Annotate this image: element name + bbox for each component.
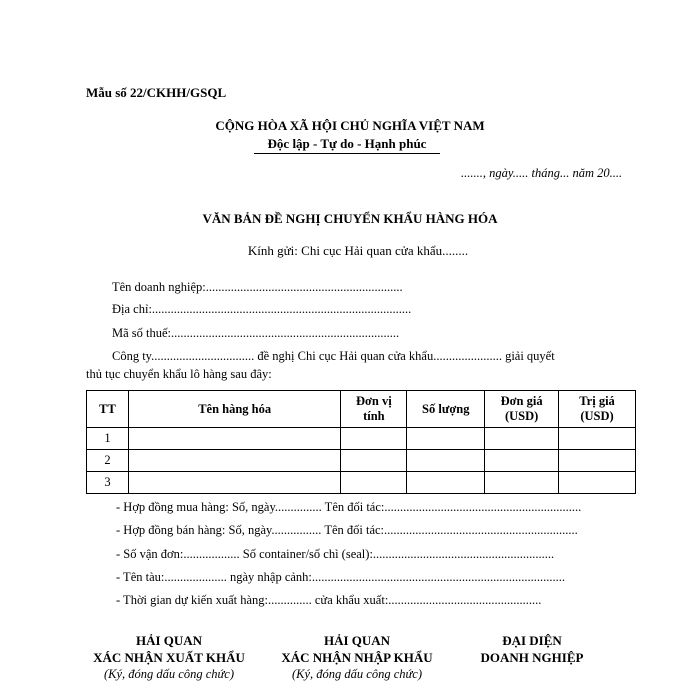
header-price-line1: Đơn giá <box>500 394 543 408</box>
header-value-line1: Trị giá <box>579 394 615 408</box>
cell-quantity[interactable] <box>407 472 485 494</box>
export-time-line: - Thời gian dự kiến xuất hàng:.............. cửa khẩu xuất:................................................. <box>116 593 542 607</box>
cell-value[interactable] <box>559 472 636 494</box>
enterprise-signature <box>462 632 602 666</box>
sales-contract-line: - Hợp đồng bán hàng: Số, ngày................ Tên đối tác:.............................................................. <box>116 523 578 537</box>
cell-quantity[interactable] <box>407 428 485 450</box>
address-field: Địa chỉ:................................................................................... <box>112 302 412 316</box>
nation-heading: CỘNG HÒA XÃ HỘI CHỦ NGHĨA VIỆT NAM <box>215 118 485 133</box>
purchase-contract-line: - Hợp đồng mua hàng: Số, ngày............... Tên đối tác:............................................................... <box>116 500 582 514</box>
cell-unit[interactable] <box>341 428 407 450</box>
request-line-2: thủ tục chuyển khẩu lô hàng sau đây: <box>86 367 272 381</box>
cell-item-name[interactable] <box>128 472 341 494</box>
export-customs-signature <box>84 632 254 683</box>
recipient-line: Kính gửi: Chi cục Hải quan cửa khẩu........ <box>247 243 469 258</box>
cell-quantity[interactable] <box>407 450 485 472</box>
table-row <box>87 450 636 472</box>
cell-unit-price[interactable] <box>485 450 559 472</box>
goods-table <box>86 390 636 494</box>
header-unit-price <box>485 391 559 428</box>
import-customs-title: HẢI QUAN <box>323 633 391 648</box>
enterprise-name: DOANH NGHIỆP <box>480 650 584 665</box>
import-customs-note: (Ký, đóng dấu công chức) <box>291 667 423 681</box>
header-value-line2: (USD) <box>580 409 614 423</box>
header-item-name: Tên hàng hóa <box>128 391 341 428</box>
export-customs-title: HẢI QUAN <box>135 633 203 648</box>
cell-value[interactable] <box>559 428 636 450</box>
cell-unit-price[interactable] <box>485 428 559 450</box>
table-row <box>87 472 636 494</box>
bill-of-lading-line: - Số vận đơn:.................. Số container/số chì (seal):.......................................................... <box>116 547 555 561</box>
header-unit-line1: Đơn vị <box>355 394 392 408</box>
header-price-line2: (USD) <box>504 409 539 423</box>
motto: Độc lập - Tự do - Hạnh phúc <box>254 136 441 154</box>
export-customs-note: (Ký, đóng dấu công chức) <box>103 667 235 681</box>
export-customs-confirm: XÁC NHẬN XUẤT KHẨU <box>93 650 245 665</box>
cell-unit[interactable] <box>341 472 407 494</box>
ship-name-line: - Tên tàu:.................... ngày nhập cảnh:................................................................................. <box>116 570 566 584</box>
motto-container <box>0 135 700 154</box>
header-quantity: Số lượng <box>407 391 485 428</box>
company-name-field: Tên doanh nghiệp:............................................................... <box>112 280 403 294</box>
table-header-row <box>87 391 636 428</box>
date-line: ......., ngày..... tháng... năm 20.... <box>461 166 623 180</box>
import-customs-confirm: XÁC NHẬN NHẬP KHẨU <box>281 650 433 665</box>
row-number: 3 <box>87 472 129 494</box>
cell-item-name[interactable] <box>128 428 341 450</box>
header-unit-line2: tính <box>363 409 385 423</box>
header-unit <box>341 391 407 428</box>
import-customs-signature <box>272 632 442 683</box>
header-tt: TT <box>87 391 129 428</box>
table-row <box>87 428 636 450</box>
header-value <box>559 391 636 428</box>
tax-code-field: Mã số thuế:......................................................................... <box>112 326 400 340</box>
cell-unit[interactable] <box>341 450 407 472</box>
document-title: VĂN BẢN ĐỀ NGHỊ CHUYỂN KHẨU HÀNG HÓA <box>202 211 498 226</box>
request-line-1: Công ty................................. đề nghị Chi cục Hải quan cửa khẩu...................... giải quyết <box>112 349 555 363</box>
cell-item-name[interactable] <box>128 450 341 472</box>
cell-value[interactable] <box>559 450 636 472</box>
row-number: 1 <box>87 428 129 450</box>
enterprise-title: ĐẠI DIỆN <box>502 633 562 648</box>
form-code: Mẫu số 22/CKHH/GSQL <box>86 85 227 100</box>
cell-unit-price[interactable] <box>485 472 559 494</box>
row-number: 2 <box>87 450 129 472</box>
